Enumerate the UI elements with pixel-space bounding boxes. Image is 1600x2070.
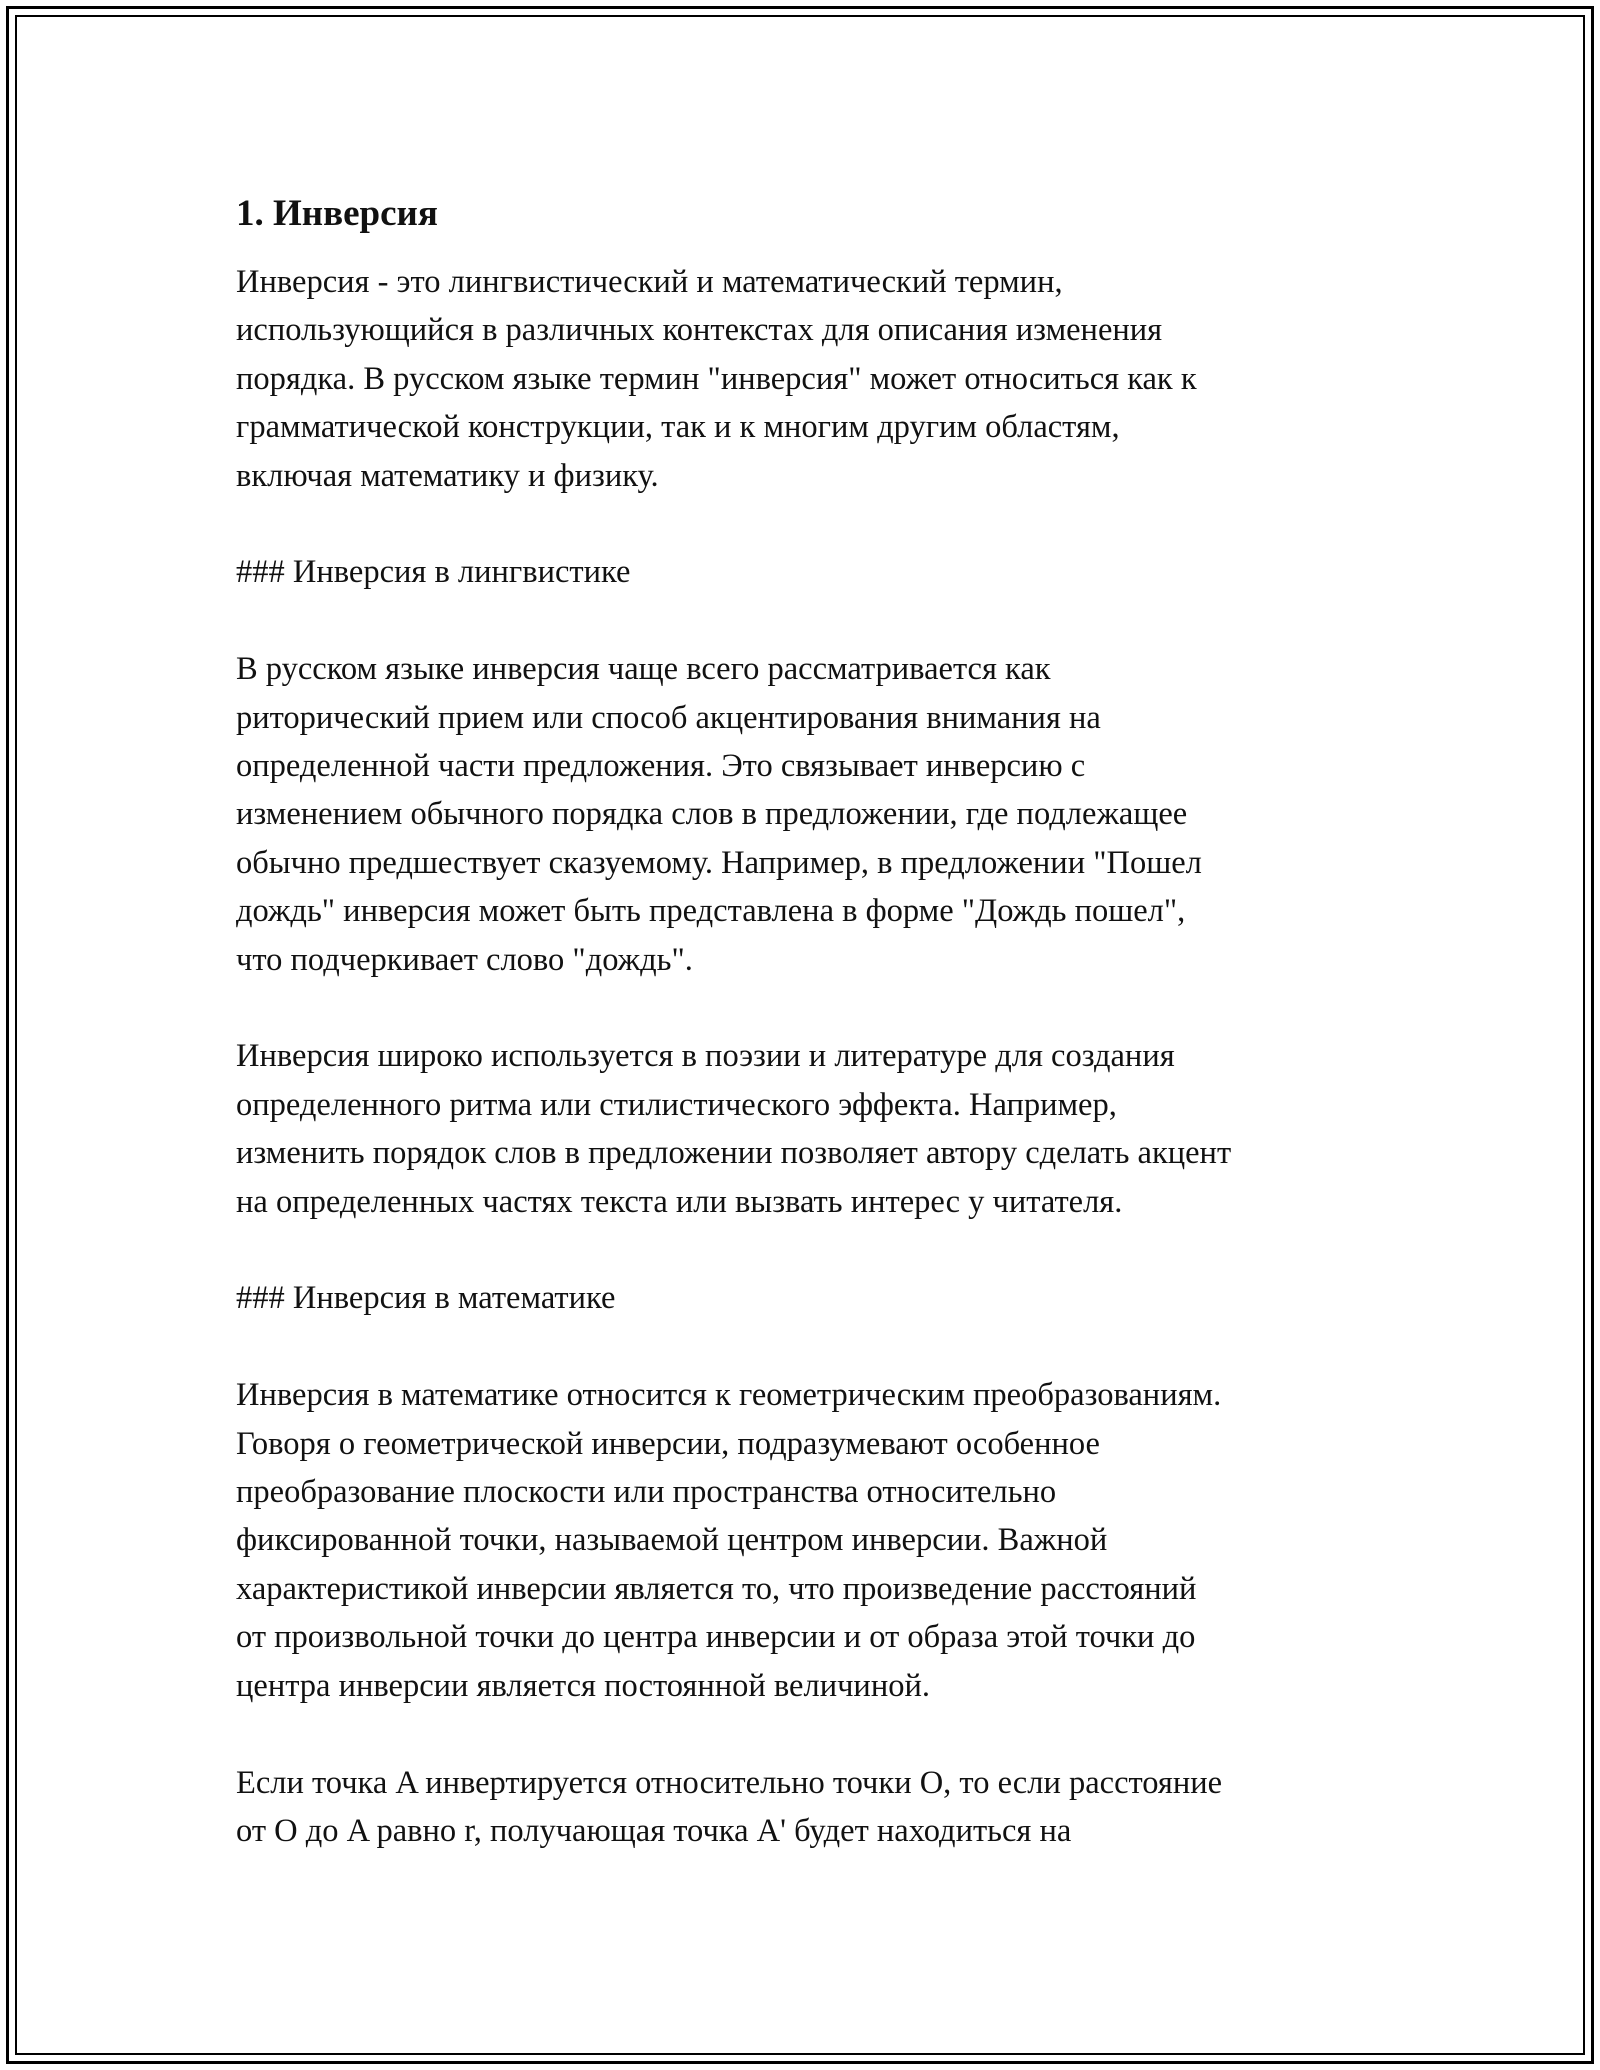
document-body (236, 186, 1386, 1904)
text-line: В русском языке инверсия чаще всего рассматривается как (236, 651, 1051, 688)
text-line: Говоря о геометрической инверсии, подразумевают особенное (236, 1425, 1100, 1462)
text-line: определенной части предложения. Это связывает инверсию с (236, 748, 1086, 785)
paragraph-linguistics-2 (236, 1032, 1386, 1226)
text-line: использующийся в различных контекстах для описания изменения (236, 312, 1163, 349)
paragraph-math-2 (236, 1759, 1386, 1856)
text-line: на определенных частях текста или вызвать интерес у читателя. (236, 1183, 1123, 1220)
text-line: грамматической конструкции, так и к многим другим областям, (236, 409, 1120, 446)
text-line: от O до A равно r, получающая точка A' будет находиться на (236, 1812, 1072, 1849)
text-line: ### Инверсия в лингвистике (236, 554, 631, 591)
text-line: характеристикой инверсии является то, что произведение расстояний (236, 1570, 1197, 1607)
text-line: включая математику и физику. (236, 457, 659, 494)
text-line: обычно предшествует сказуемому. Например, в предложении "Пошел (236, 844, 1202, 881)
text-line: ### Инверсия в математике (236, 1280, 616, 1317)
section-heading-linguistics (236, 548, 1386, 596)
text-line: изменить порядок слов в предложении позволяет автору сделать акцент (236, 1135, 1232, 1172)
text-line: дождь" инверсия может быть представлена в форме "Дождь пошел", (236, 893, 1186, 930)
text-line: изменением обычного порядка слов в предложении, где подлежащее (236, 796, 1188, 833)
text-line: Инверсия в математике относится к геометрическим преобразованиям. (236, 1377, 1222, 1414)
paragraph-linguistics-1 (236, 645, 1386, 984)
text-line: Инверсия широко используется в поэзии и литературе для создания (236, 1038, 1175, 1075)
section-heading-math (236, 1274, 1386, 1322)
text-line: Инверсия - это лингвистический и математический термин, (236, 264, 1063, 300)
text-line: центра инверсии является постоянной величиной. (236, 1667, 930, 1704)
text-line: что подчеркивает слово "дождь". (236, 941, 693, 978)
text-line: порядка. В русском языке термин "инверсия" может относиться как к (236, 360, 1197, 397)
text-line: преобразование плоскости или пространства относительно (236, 1474, 1057, 1511)
paragraph-intro (236, 258, 1386, 500)
text-line: определенного ритма или стилистического эффекта. Например, (236, 1086, 1117, 1123)
page-title: 1. Инверсия (236, 193, 438, 234)
text-line: риторический прием или способ акцентирования внимания на (236, 699, 1101, 736)
text-line: от произвольной точки до центра инверсии и от образа этой точки до (236, 1619, 1196, 1656)
text-line: фиксированной точки, называемой центром инверсии. Важной (236, 1522, 1108, 1559)
text-line: Если точка A инвертируется относительно точки O, то если расстояние (236, 1764, 1223, 1801)
paragraph-math-1 (236, 1371, 1386, 1710)
